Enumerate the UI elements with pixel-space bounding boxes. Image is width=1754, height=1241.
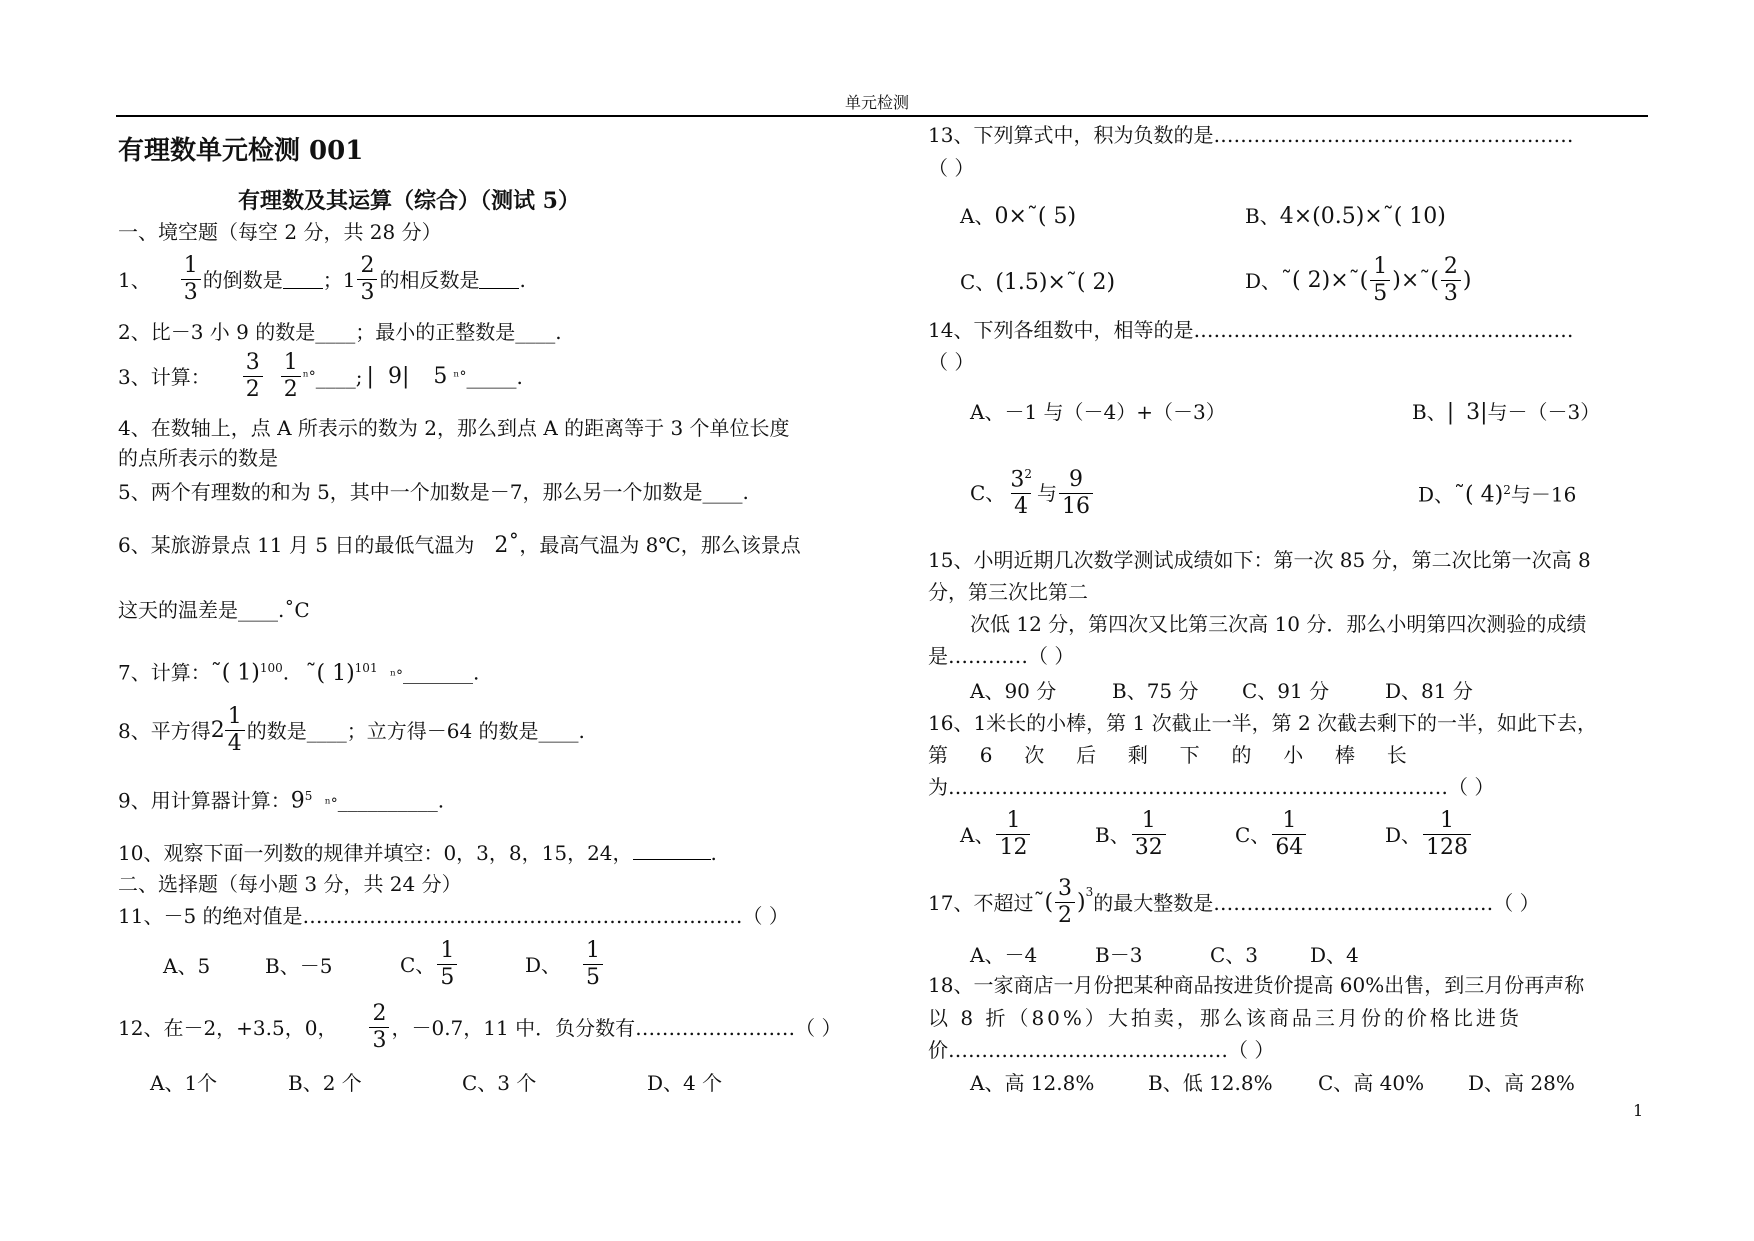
q3-numerator-1: 3 — [245, 350, 260, 375]
q3-abs-open: | — [366, 363, 374, 389]
section-1-heading: 一、境空题（每空 2 分，共 28 分） — [118, 220, 442, 244]
question-15-line-4: 是…………（ ） — [928, 644, 1075, 668]
q7-number: 7、计算： — [118, 660, 211, 685]
q13-option-d-math-3: ) — [1462, 267, 1472, 293]
q13-option-b[interactable] — [1245, 206, 1446, 228]
q11-option-b[interactable]: B、－5 — [265, 954, 333, 978]
q17-math-1: ˜( — [1033, 889, 1054, 915]
q17-exp: 3 — [1085, 885, 1094, 899]
question-2: 2、比－3 小 9 的数是____；最小的正整数是____. — [118, 320, 562, 344]
q17-math-2: ) — [1077, 889, 1086, 915]
q14-c-numerator — [1007, 468, 1035, 493]
q18-option-a[interactable]: A、高 12.8% — [970, 1071, 1095, 1095]
q13-option-b-label: B、 — [1245, 204, 1280, 228]
q13-option-c-label: C、 — [960, 270, 996, 294]
q13-d-denominator-1: 5 — [1370, 280, 1390, 305]
q3-five: 5 — [433, 363, 448, 389]
doc-title: 有理数单元检测 001 — [118, 136, 364, 166]
q8-numerator: 1 — [227, 704, 242, 729]
q14-b-abs-close: | — [1480, 400, 1488, 425]
question-14-line-2: （ ） — [928, 350, 975, 374]
q7-dot: . — [282, 660, 290, 685]
question-13-line-1: 13、下列算式中，积为负数的是……………………………………………… — [928, 123, 1574, 147]
q11-option-c[interactable] — [400, 940, 459, 989]
q13-option-a-label: A、 — [960, 204, 995, 228]
q13-d-numerator-1: 1 — [1373, 254, 1388, 279]
q3-fraction-2 — [281, 352, 301, 401]
q1-text-1: 的倒数是 — [202, 267, 283, 292]
q13-option-c-math: (1.5)×˜( 2) — [995, 270, 1116, 295]
q12-denominator: 3 — [369, 1027, 389, 1052]
q10-blank[interactable] — [633, 842, 711, 860]
q14-option-b[interactable] — [1412, 402, 1600, 424]
q17-text-2: 的最大整数是……………………………………（ ） — [1093, 890, 1540, 915]
q3-blank-1: ____; — [315, 364, 363, 389]
q16-c-denominator: 64 — [1272, 834, 1306, 859]
q13-option-d-fraction-2 — [1441, 256, 1461, 305]
q3-denominator-1: 2 — [243, 376, 263, 401]
q3-number: 3、计算： — [118, 364, 211, 389]
q11-option-d[interactable] — [525, 940, 605, 989]
question-12 — [118, 1003, 841, 1052]
q7-exp-1: 100 — [259, 661, 283, 675]
q14-c-base: 3 — [1010, 467, 1025, 493]
q14-c-denominator-2: 16 — [1059, 493, 1093, 518]
q7-exp-2: 101 — [354, 661, 378, 675]
question-8 — [118, 706, 585, 755]
q13-d-numerator-2: 2 — [1443, 254, 1458, 279]
q11-d-numerator: 1 — [586, 938, 601, 963]
q16-d-numerator: 1 — [1440, 808, 1455, 833]
q11-option-a[interactable]: A、5 — [163, 954, 211, 978]
q14-d-exp: 2 — [1503, 483, 1511, 497]
q12-option-b[interactable]: B、2 个 — [288, 1071, 362, 1095]
q14-option-d-label: D、 — [1418, 482, 1455, 507]
question-15-line-2: 分，第三次比第二 — [928, 580, 1088, 604]
q14-c-denominator: 4 — [1011, 493, 1031, 518]
q12-numerator: 2 — [372, 1001, 387, 1026]
q16-d-denominator: 128 — [1423, 834, 1471, 859]
q16-option-d-fraction — [1423, 810, 1471, 859]
q8-number: 8、平方得 — [118, 718, 211, 743]
q3-numerator-2: 1 — [283, 350, 298, 375]
q17-numerator: 3 — [1058, 876, 1073, 901]
q13-option-d[interactable] — [1245, 256, 1471, 305]
q16-option-a-fraction — [996, 810, 1030, 859]
q3-fraction-1 — [243, 352, 263, 401]
q16-b-numerator: 1 — [1141, 808, 1156, 833]
q9-number: 9、用计算器计算： — [118, 788, 291, 813]
q14-option-d[interactable] — [1418, 484, 1576, 507]
q3-end: _____. — [466, 364, 523, 389]
q1-denominator-2: 3 — [357, 279, 377, 304]
section-2-heading: 二、选择题（每小题 3 分，共 24 分） — [118, 872, 462, 896]
q13-option-a[interactable] — [960, 206, 1076, 228]
q9-end: __________. — [337, 788, 445, 813]
question-18-line-2: 以 8 折（80%）大拍卖，那么该商品三月份的价格比进货 — [928, 1006, 1522, 1030]
q1-denominator: 3 — [181, 279, 201, 304]
q13-option-c[interactable] — [960, 272, 1115, 294]
q9-exp: 5 — [304, 789, 313, 803]
q14-option-b-label: B、 — [1412, 400, 1447, 424]
q14-c-text: 与 — [1036, 481, 1057, 506]
q1-number: 1、 — [118, 267, 151, 292]
q14-option-c-label: C、 — [970, 481, 1006, 506]
q14-option-c[interactable] — [970, 468, 1095, 518]
question-15-line-3: 次低 12 分，第四次又比第三次高 10 分．那么小明第四次测验的成绩 — [970, 612, 1587, 636]
question-10 — [118, 842, 717, 863]
q17-option-b[interactable]: B－3 — [1095, 943, 1143, 967]
q16-option-b[interactable] — [1095, 810, 1168, 859]
question-16-line-2: 第 6 次 后 剩 下 的 小 棒 长 — [928, 743, 1407, 767]
q1-blank-1[interactable] — [283, 271, 323, 289]
q14-b-value: 3 — [1466, 400, 1481, 425]
q12-option-a[interactable]: A、1个 — [150, 1071, 218, 1095]
question-17 — [928, 878, 1540, 927]
q11-option-c-label: C、 — [400, 952, 436, 977]
q11-option-c-fraction — [437, 940, 457, 989]
q3-glyph-2: ⁿ° — [453, 368, 467, 385]
question-6-line-1 — [118, 535, 801, 557]
q17-denominator: 2 — [1055, 902, 1075, 927]
q16-option-c-fraction — [1272, 810, 1306, 859]
q3-abs-close: | — [401, 363, 410, 389]
q11-option-d-label: D、 — [525, 952, 562, 977]
question-13-line-2: （ ） — [928, 156, 975, 180]
q16-option-c-label: C、 — [1235, 822, 1271, 847]
question-4-line-2: 的点所表示的数是 — [118, 446, 278, 470]
q17-option-c[interactable]: C、3 — [1210, 943, 1259, 967]
q14-option-a[interactable]: A、－1 与（－4）+（－3） — [970, 400, 1226, 424]
q1-text-3: 的相反数是 — [379, 267, 480, 292]
q11-c-numerator: 1 — [440, 938, 455, 963]
q15-option-b[interactable]: B、75 分 — [1112, 679, 1199, 703]
page-header-title: 单元检测 — [844, 93, 909, 112]
q11-c-denominator: 5 — [437, 964, 457, 989]
q17-option-a[interactable]: A、－4 — [970, 943, 1038, 967]
q12-text-2: ，－0.7，11 中．负分数有……………………（ ） — [391, 1015, 842, 1040]
q3-glyph-1: ⁿ° — [302, 368, 316, 385]
q8-text: 的数是____；立方得－64 的数是____. — [246, 718, 585, 743]
q14-d-text: 与－16 — [1510, 482, 1577, 507]
q16-option-d-label: D、 — [1385, 822, 1422, 847]
q12-option-c[interactable]: C、3 个 — [462, 1071, 537, 1095]
q17-text-1: 17、不超过 — [928, 890, 1034, 915]
q14-b-text: 与－（－3） — [1487, 400, 1601, 424]
question-1 — [118, 255, 526, 304]
q13-option-d-math-2: )×˜( — [1392, 267, 1439, 293]
q3-abs-value: 9 — [387, 363, 402, 389]
question-3 — [118, 352, 523, 401]
header-rule — [116, 115, 1648, 117]
q16-option-d[interactable] — [1385, 810, 1473, 859]
question-16-line-1: 16、1米长的小棒，第 1 次截止一半，第 2 次截去剩下的一半，如此下去， — [928, 711, 1598, 735]
q8-denominator: 4 — [225, 730, 245, 755]
q1-blank-2[interactable] — [479, 271, 519, 289]
doc-subtitle: 有理数及其运算（综合）（测试 5） — [238, 188, 580, 214]
question-6-line-2: 这天的温差是____.˚C — [118, 598, 310, 622]
q15-option-a[interactable]: A、90 分 — [970, 679, 1057, 703]
page-number: 1 — [1633, 1101, 1644, 1120]
q12-fraction — [369, 1003, 389, 1052]
q15-option-d[interactable]: D、81 分 — [1385, 679, 1473, 703]
q16-b-denominator: 32 — [1132, 834, 1166, 859]
q13-option-a-math: 0×˜( 5) — [994, 204, 1077, 229]
q14-c-exp: 2 — [1024, 467, 1032, 481]
q11-d-denominator: 5 — [583, 964, 603, 989]
q6-text-b: ，最高气温为 8℃，那么该景点 — [519, 533, 801, 557]
q18-option-b[interactable]: B、低 12.8% — [1148, 1071, 1273, 1095]
q18-option-c[interactable]: C、高 40% — [1318, 1071, 1425, 1095]
question-4-line-1: 4、在数轴上，点 A 所表示的数为 2，那么到点 A 的距离等于 3 个单位长度 — [118, 416, 790, 440]
q1-end: . — [519, 267, 526, 292]
question-16-line-3: 为…………………………………………………………………（ ） — [928, 775, 1495, 799]
question-15-line-1: 15、小明近期几次数学测试成绩如下：第一次 85 分，第二次比第一次高 8 — [928, 548, 1591, 572]
q10-end: . — [710, 841, 717, 865]
question-11: 11、－5 的绝对值是…………………………………………………………（ ） — [118, 904, 789, 928]
q9-base: 9 — [290, 788, 305, 814]
q7-end: _______. — [403, 660, 480, 685]
q16-option-b-fraction — [1132, 810, 1166, 859]
q18-option-d[interactable]: D、高 28% — [1468, 1071, 1575, 1095]
q14-c-numerator-2: 9 — [1068, 466, 1083, 492]
q14-b-abs-open: | — [1446, 400, 1455, 425]
q9-glyph: ⁿ° — [324, 795, 338, 812]
q7-term-2: ˜( 1) — [305, 660, 355, 686]
q16-a-numerator: 1 — [1006, 808, 1021, 833]
question-9 — [118, 790, 444, 813]
q1-numerator: 1 — [183, 253, 198, 278]
q16-option-a-label: A、 — [960, 822, 995, 847]
question-14-line-1: 14、下列各组数中，相等的是………………………………………………… — [928, 318, 1574, 342]
q14-option-c-fraction-2 — [1059, 466, 1093, 519]
question-18-line-1: 18、一家商店一月份把某种商品按进货价提高 60%出售，到三月份再声称 — [928, 973, 1585, 997]
q13-d-denominator-2: 3 — [1441, 280, 1461, 305]
q15-option-c[interactable]: C、91 分 — [1242, 679, 1330, 703]
q16-option-a[interactable] — [960, 810, 1032, 859]
q1-numerator-2: 2 — [360, 253, 375, 278]
q8-whole: 2 — [210, 717, 225, 743]
q16-option-c[interactable] — [1235, 810, 1308, 859]
q6-temp: 2˚ — [494, 533, 520, 558]
q3-denominator-2: 2 — [281, 376, 301, 401]
q7-glyph: ⁿ° — [389, 667, 403, 684]
question-18-line-3: 价……………………………………（ ） — [928, 1038, 1275, 1062]
q16-c-numerator: 1 — [1282, 808, 1297, 833]
q1-fraction — [181, 255, 201, 304]
q13-option-d-math-1: ˜( 2)×˜( — [1281, 267, 1369, 293]
q14-option-c-fraction-1 — [1007, 468, 1035, 518]
q17-option-d[interactable]: D、4 — [1310, 943, 1359, 967]
q7-term-1: ˜( 1) — [210, 660, 260, 686]
q16-option-b-label: B、 — [1095, 822, 1130, 847]
question-7 — [118, 662, 479, 685]
q16-a-denominator: 12 — [996, 834, 1030, 859]
q6-text-a: 6、某旅游景点 11 月 5 日的最低气温为 — [118, 533, 475, 557]
question-5: 5、两个有理数的和为 5，其中一个加数是－7，那么另一个加数是____. — [118, 480, 749, 504]
q11-option-d-fraction — [583, 940, 603, 989]
q12-option-d[interactable]: D、4 个 — [647, 1071, 723, 1095]
q14-d-math: ˜( 4) — [1454, 482, 1504, 508]
q13-option-d-label: D、 — [1245, 268, 1282, 293]
q13-option-d-fraction-1 — [1370, 256, 1390, 305]
q12-text-1: 12、在－2，+3.5，0， — [118, 1015, 338, 1040]
q1-fraction-2 — [357, 255, 377, 304]
q17-fraction — [1055, 878, 1075, 927]
q8-fraction — [225, 706, 245, 755]
q1-text-2: ；1 — [322, 267, 356, 292]
q10-text: 10、观察下面一列数的规律并填空：0，3，8，15，24， — [118, 841, 633, 865]
q13-option-b-math: 4×(0.5)×˜( 10) — [1279, 204, 1446, 229]
